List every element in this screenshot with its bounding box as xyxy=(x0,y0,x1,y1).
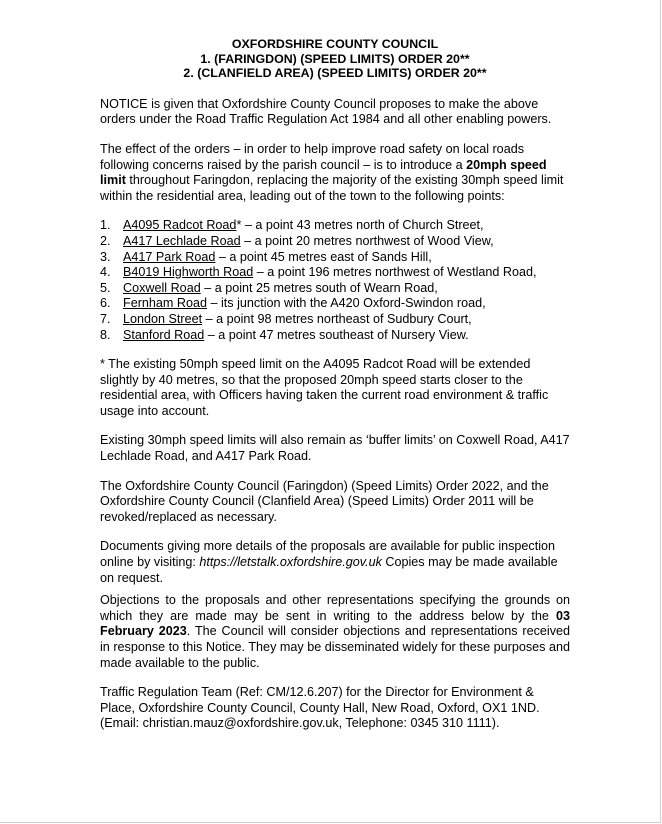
heading-order-1: 1. (FARINGDON) (SPEED LIMITS) ORDER 20** xyxy=(200,51,470,66)
road-point-item xyxy=(100,265,570,281)
road-point-number: 6. xyxy=(100,296,111,311)
heading-council: OXFORDSHIRE COUNTY COUNCIL xyxy=(231,37,439,51)
road-point-number: 5. xyxy=(100,280,111,295)
heading-order-2: 2. (CLANFIELD AREA) (SPEED LIMITS) ORDER 20** xyxy=(183,66,487,81)
notice-content xyxy=(100,37,570,746)
effect-paragraph xyxy=(100,142,570,204)
effect-text-before: The effect of the orders – in order to help improve road safety on local roads following concerns raised by the parish council – is to introduce a xyxy=(100,141,524,172)
road-name: A417 Lechlade Road xyxy=(123,233,241,248)
road-point-number: 4. xyxy=(100,265,111,280)
road-point-item xyxy=(100,218,570,234)
road-name: A4095 Radcot Road xyxy=(123,218,237,233)
road-name: A417 Park Road xyxy=(123,249,216,264)
consultation-url[interactable]: https://letstalk.oxfordshire.gov.uk xyxy=(199,555,382,570)
road-point-description: – a point 20 metres northwest of Wood View, xyxy=(240,233,494,248)
effect-speed-limit: 20mph speed limit xyxy=(100,157,547,188)
road-point-description: – a point 47 metres southeast of Nursery View. xyxy=(204,327,469,342)
road-point-text xyxy=(123,218,484,234)
road-point-text xyxy=(123,312,472,328)
road-point-description: * – a point 43 metres north of Church Street, xyxy=(236,218,484,233)
road-name: London Street xyxy=(123,311,203,326)
buffer-limits-paragraph: Existing 30mph speed limits will also remain as ‘buffer limits’ on Coxwell Road, A417 Lechlade Road, and A417 Park Road. xyxy=(100,433,570,464)
road-point-text xyxy=(123,250,432,266)
road-point-text xyxy=(123,296,486,312)
road-point-number: 1. xyxy=(100,218,111,233)
road-point-item xyxy=(100,250,570,266)
road-point-text xyxy=(123,234,494,250)
road-point-item xyxy=(100,312,570,328)
objections-deadline: 03 February 2023 xyxy=(100,608,570,639)
footnote-paragraph: * The existing 50mph speed limit on the A4095 Radcot Road will be extended slightly by 40 metres, so that the proposed 20mph speed starts closer to the residential area, with Officers having taken the current road environment & traffic usage into account. xyxy=(100,357,549,418)
contact-paragraph: Traffic Regulation Team (Ref: CM/12.6.207) for the Director for Environment & Place, Oxfordshire County Council, County Hall, New Road, Oxford, OX1 1ND. (Email: christian.mauz@oxfordshire.gov.uk, Telephone: 0345 310 1111). xyxy=(100,685,540,731)
objections-paragraph xyxy=(100,593,570,671)
road-points-list xyxy=(100,218,570,343)
objections-text-after: . The Council will consider objections and representations received in response to this Notice. They may be disseminated widely for these purposes and made available to the public. xyxy=(100,624,570,670)
road-point-description: – a point 98 metres northeast of Sudbury Court, xyxy=(202,311,472,326)
documents-text-before: Documents giving more details of the proposals are available for public inspection online by visiting: xyxy=(100,539,556,570)
road-point-description: – its junction with the A420 Oxford-Swindon road, xyxy=(207,296,486,311)
notice-paragraph: NOTICE is given that Oxfordshire County Council proposes to make the above orders under the Road Traffic Regulation Act 1984 and all other enabling powers. xyxy=(100,96,552,127)
road-point-description: – a point 45 metres east of Sands Hill, xyxy=(215,249,432,264)
road-point-description: – a point 25 metres south of Wearn Road, xyxy=(200,280,438,295)
road-point-item xyxy=(100,328,570,344)
road-name: Stanford Road xyxy=(123,327,205,342)
documents-text-after: Copies may be made available on request. xyxy=(100,555,558,585)
road-point-number: 7. xyxy=(100,311,111,326)
notice-heading xyxy=(100,37,570,81)
revoked-orders-paragraph: The Oxfordshire County Council (Faringdon) (Speed Limits) Order 2022, and the Oxfordshire County Council (Clanfield Area) (Speed Limits) Order 2011 will be revoked/replaced as necessary. xyxy=(100,478,549,524)
road-point-text xyxy=(123,265,537,281)
road-point-item xyxy=(100,234,570,250)
effect-text-after: throughout Faringdon, replacing the majority of the existing 30mph speed limit within the residential area, leading out of the town to the following points: xyxy=(100,173,564,203)
road-name: B4019 Highworth Road xyxy=(123,265,254,280)
road-point-number: 3. xyxy=(100,249,111,264)
road-point-item xyxy=(100,281,570,297)
road-point-text xyxy=(123,281,438,297)
road-name: Fernham Road xyxy=(123,296,207,311)
road-name: Coxwell Road xyxy=(123,280,201,295)
road-point-number: 2. xyxy=(100,233,111,248)
road-point-text xyxy=(123,328,469,344)
road-point-item xyxy=(100,296,570,312)
objections-text-before: Objections to the proposals and other representations specifying the grounds on which they are made may be sent in writing to the address below by the xyxy=(100,593,570,623)
road-point-description: – a point 196 metres northwest of Westland Road, xyxy=(253,265,537,280)
road-point-number: 8. xyxy=(100,327,111,342)
documents-paragraph xyxy=(100,539,570,586)
